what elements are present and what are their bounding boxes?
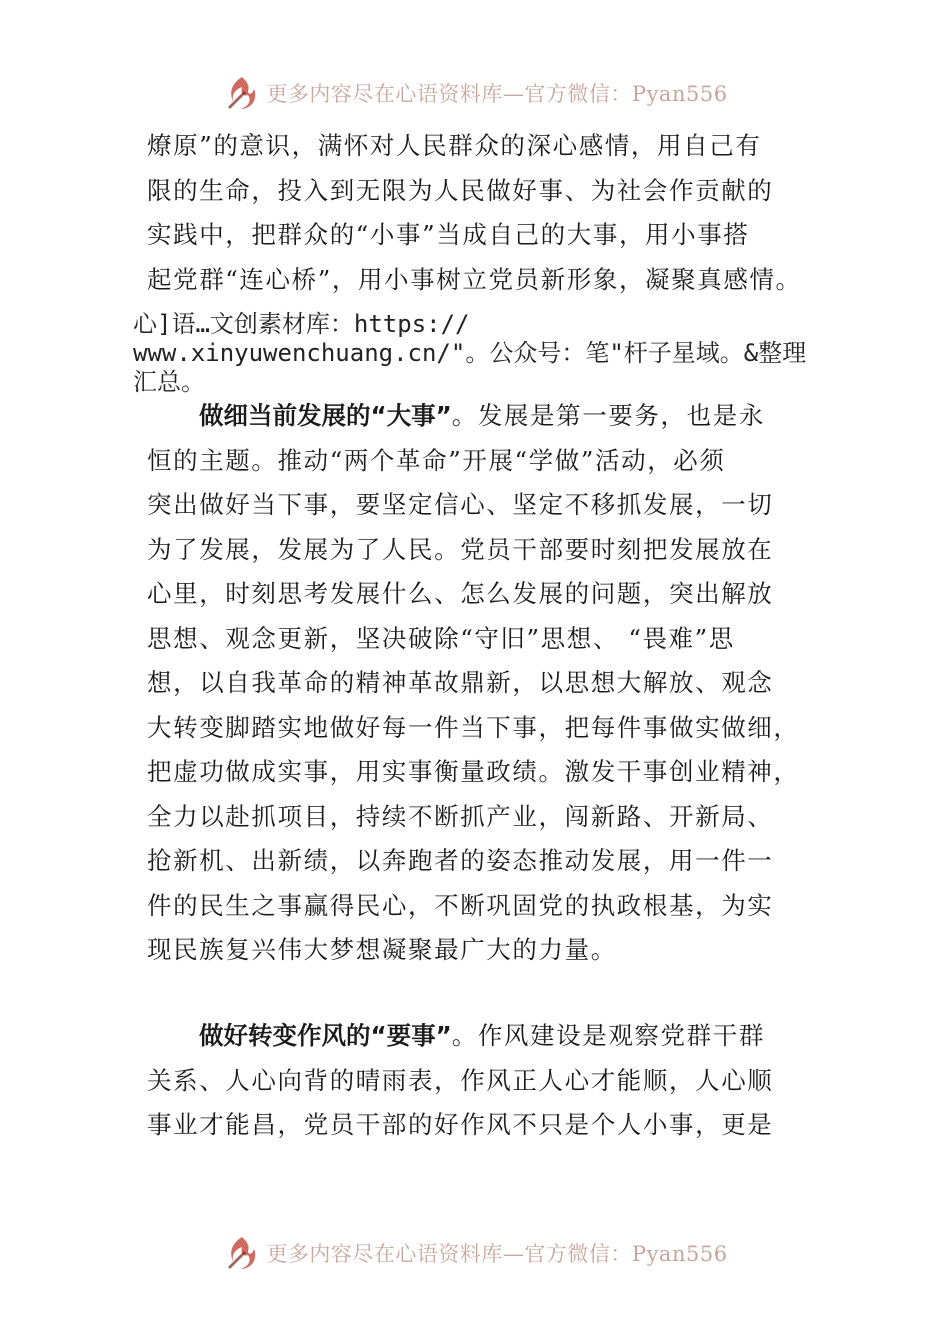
text-line: 心里，时刻思考发展什么、怎么发展的问题，突出解放 [147,579,774,608]
text-line: 限的生命，投入到无限为人民做好事、为社会作贡献的 [147,175,774,205]
source-line: 心]语…文创素材库：https:// [133,310,470,338]
text-line: 大转变脚踏实地做好每一件当下事，把每件事做实做细， [147,712,800,742]
pen-flame-logo-icon [222,73,262,113]
footer-banner [0,1228,950,1278]
text-line: 件的民生之事赢得民心，不断巩固党的执政根基，为实 [147,890,774,920]
text-line: 想，以自我革命的精神革故鼎新，以思想大解放、观念 [147,668,774,697]
text-line: 突出做好当下事，要坚定信心、坚定不移抓发展，一切 [147,490,774,519]
source-line: www.xinyuwenchuang.cn/"。公众号：笔"杆子星域。&整理 [133,339,807,367]
text-line: 实践中，把群众的“小事”当成自己的大事，用小事搭 [147,220,750,249]
intro-paragraph [147,124,807,302]
source-line: 汇总。 [133,368,205,396]
text-line: 思想、观念更新，坚决破除“守旧”思想、 “畏难”思 [147,623,735,653]
text-line: 燎原”的意识，满怀对人民群众的深心感情，用自己有 [147,131,762,160]
section-development [147,394,807,973]
source-note [133,310,833,397]
section-work-style [147,1014,807,1148]
banner-text: 更多内容尽在心语资料库—官方微信：Pyan556 [266,1242,728,1266]
section-heading: 做好转变作风的“要事” [199,1021,452,1050]
text-line: 全力以赴抓项目，持续不断抓产业，闯新路、开新局、 [147,801,774,831]
header-banner [0,68,950,118]
section-heading: 做细当前发展的“大事” [199,401,452,430]
pen-flame-logo-icon [222,1233,262,1273]
section-first-line [147,394,807,439]
banner-text: 更多内容尽在心语资料库—官方微信：Pyan556 [266,82,728,106]
section-first-line [147,1014,807,1059]
text-line: 关系、人心向背的晴雨表，作风正人心才能顺，人心顺 [147,1065,774,1095]
text-line: 抢新机、出新绩，以奔跑者的姿态推动发展，用一件一 [147,846,774,875]
text-line: 把虚功做成实事，用实事衡量政绩。激发干事创业精神， [147,757,800,786]
text-line: 现民族复兴伟大梦想凝聚最广大的力量。 [147,935,617,964]
text-line: 恒的主题。推动“两个革命”开展“学做”活动，必须 [147,445,726,475]
text-line: 为了发展，发展为了人民。党员干部要时刻把发展放在 [147,534,774,564]
section-first-line-text: 。作风建设是观察党群干群 [451,1021,765,1050]
text-line: 起党群“连心桥”，用小事树立党员新形象，凝聚真感情。 [147,264,802,294]
text-line: 事业才能昌，党员干部的好作风不只是个人小事，更是 [147,1110,774,1139]
section-first-line-text: 。发展是第一要务，也是永 [451,401,765,430]
